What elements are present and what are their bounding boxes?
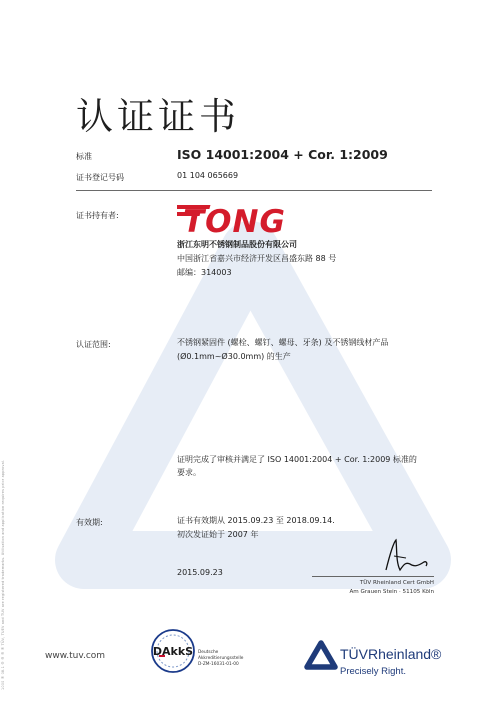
dakks-line-3: D-ZM-16031-01-00 [198,661,239,667]
scope-line-2: (Ø0.1mm~Ø30.0mm) 的生产 [177,352,291,361]
company-logo [177,203,297,241]
holder-label: 证书持有者: [76,211,119,220]
tuv-rheinland-brand [304,640,442,677]
validity-label: 有效期: [76,518,103,527]
signature-icon [376,536,436,578]
scope-label: 认证范围: [76,340,111,349]
registration-number: 01 104 065669 [177,171,239,180]
holder-postcode: 邮编：314003 [177,268,232,277]
page-title: 认证证书 [76,95,240,138]
footer-url: www.tuv.com [45,651,106,661]
tuv-brand: TÜVRheinland® [340,646,442,662]
signer-line-1: TÜV Rheinland Cert GmbH [359,580,434,586]
tuv-triangle-icon [304,640,338,670]
validity-line-1: 证书有效期从 2015.09.23 至 2018.09.14. [177,516,335,525]
dakks-logo-text: DAkkS [152,645,194,658]
statement-line-2: 要求。 [177,468,201,477]
validity-line-2: 初次发证始于 2007 年 [177,530,259,539]
tong-logo-icon [177,203,297,237]
scope-line-1: 不锈钢紧固件 (螺栓、螺钉、螺母、牙条) 及不锈钢线材产品 [177,338,389,347]
statement-line-1: 证明完成了审核并满足了 ISO 14001:2004 + Cor. 1:2009 标准的 [177,455,417,464]
dakks-logo-icon [150,628,196,674]
tuv-tagline: Precisely Right. [340,666,406,677]
dakks-line-2: Akkreditierungsstelle [198,655,244,661]
dakks-line-1: Deutsche [198,650,219,655]
dakks-accreditation [150,628,250,674]
signer-line-2: Am Grauen Stein · 51105 Köln [349,589,434,595]
standard-label: 标准 [76,152,92,161]
signature-line [312,576,434,577]
signer-block [349,579,434,597]
standard-value: ISO 14001:2004 + Cor. 1:2009 [177,147,388,162]
dakks-text [198,650,243,667]
issue-date: 2015.09.23 [177,568,223,577]
vertical-fineprint: 1000 ® 08.1 ® ® ® ® TÜV, TUEV and TUV are registered trademarks. Utilisation and application requires prior approval. [1,459,5,690]
holder-name: 浙江东明不锈钢制品股份有限公司 [177,240,297,249]
company-logo-text: TONG [183,204,286,237]
holder-address: 中国浙江省嘉兴市经济开发区昌盛东路 88 号 [177,254,337,263]
divider [76,190,432,191]
registration-label: 证书登记号码 [76,173,124,182]
